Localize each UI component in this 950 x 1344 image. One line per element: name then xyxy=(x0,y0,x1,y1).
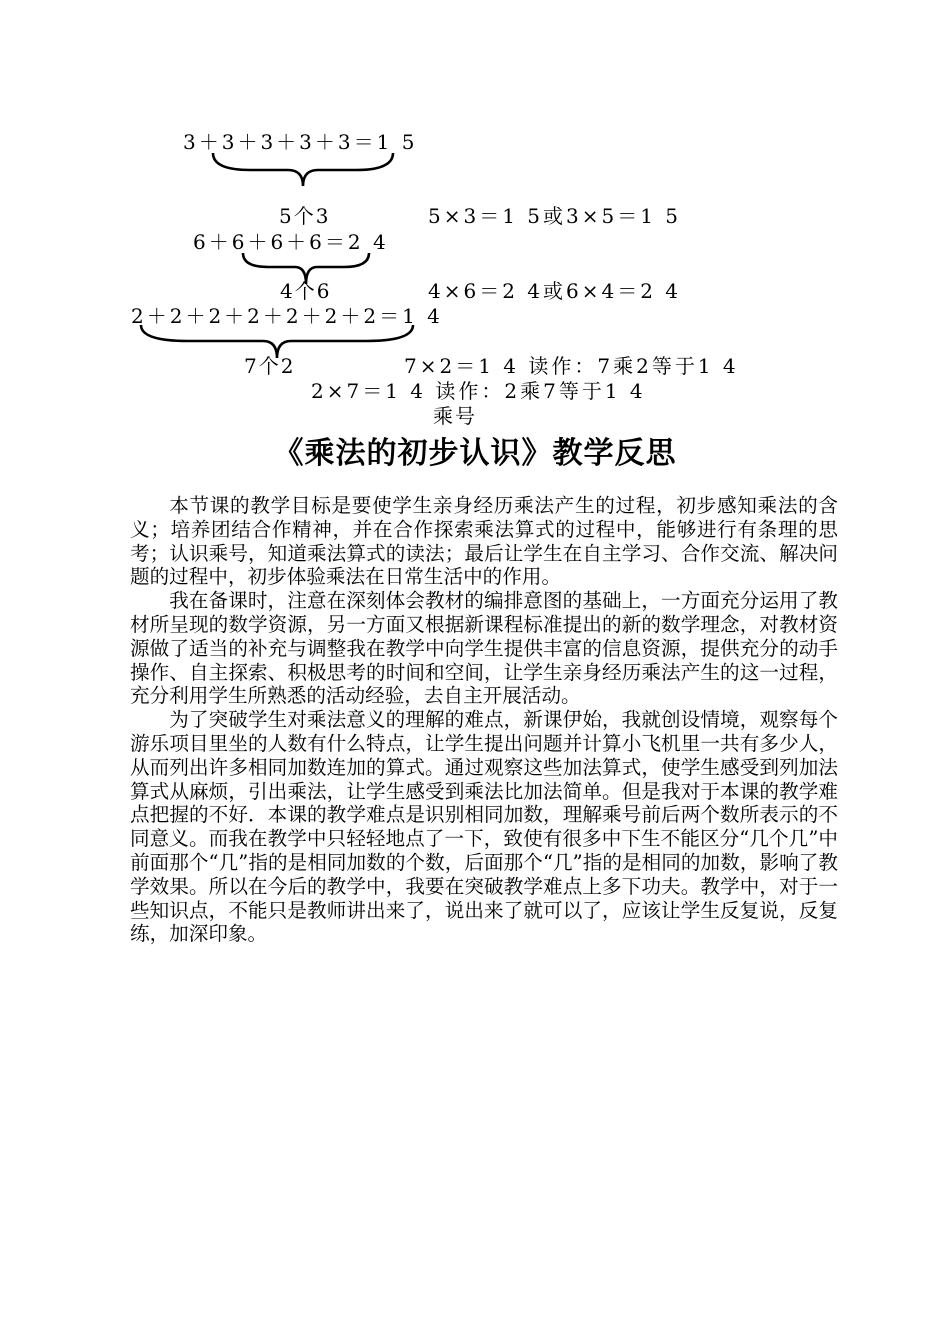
equation-6x4: 6＋6＋6＋6＝2 4 xyxy=(193,230,389,254)
multiplication-sign-label: 乘号 xyxy=(433,404,477,428)
equation-3x5: 3＋3＋3＋3＋3＝1 5 xyxy=(183,130,418,154)
paragraph-2: 我在备课时，注意在深刻体会教材的编排意图的基础上，一方面充分运用了教材所呈现的数学资源，另一方面又根据新课程标准提出的新的数学理念，对教材资源做了适当的补充与调整我在教学中向学生提供丰富的信息资源，提供充分的动手操作、自主探索、积极思考的时间和空间，让学生亲身经历乘法产生的这一过程，充分利用学生所熟悉的活动经验，去自主开展活动。 xyxy=(130,589,838,708)
equation-2x7: 2＋2＋2＋2＋2＋2＋2＝1 4 xyxy=(131,304,443,328)
paragraph-1: 本节课的教学目标是要使学生亲身经历乘法产生的过程，初步感知乘法的含义；培养团结合作精神，并在合作探索乘法算式的过程中，能够进行有条理的思考；认识乘号，知道乘法算式的读法；最后让学生在自主学习、合作交流、解决问题的过程中，初步体验乘法在日常生活中的作用。 xyxy=(130,494,838,589)
brace-group-1 xyxy=(210,150,400,190)
count-label-7-of-2: 7个2 xyxy=(244,354,296,378)
product-24: 4×6＝2 4或6×4＝2 4 xyxy=(428,279,682,303)
product-14-reading-2: 2×7＝1 4 读作：2乘7等于1 4 xyxy=(311,379,646,403)
count-label-4-of-6: 4个6 xyxy=(280,279,332,303)
product-15: 5×3＝1 5或3×5＝1 5 xyxy=(428,204,682,228)
count-label-5-of-3: 5个3 xyxy=(279,204,331,228)
reflection-body xyxy=(130,494,838,946)
document-title: 《乘法的初步认识》教学反思 xyxy=(273,436,677,471)
paragraph-3: 为了突破学生对乘法意义的理解的难点，新课伊始，我就创设情境，观察每个游乐项目里坐的人数有什么特点，让学生提出问题并计算小飞机里一共有多少人，从而列出许多相同加数连加的算式。通过观察这些加法算式，使学生感受到列加法算式从麻烦，引出乘法，让学生感受到乘法比加法简单。但是我对于本课的教学难点把握的不好．本课的教学难点是识别相同加数，理解乘号前后两个数所表示的不同意义。而我在教学中只轻轻地点了一下，致使有很多中下生不能区分“几个几”中前面那个“几”指的是相同加数的个数，后面那个“几”指的是相同的加数，影响了教学效果。所以在今后的教学中，我要在突破教学难点上多下功夫。教学中，对于一些知识点，不能只是教师讲出来了，说出来了就可以了，应该让学生反复说，反复练，加深印象。 xyxy=(130,708,838,946)
product-14-reading-1: 7×2＝1 4 读作：7乘2等于1 4 xyxy=(404,354,739,378)
